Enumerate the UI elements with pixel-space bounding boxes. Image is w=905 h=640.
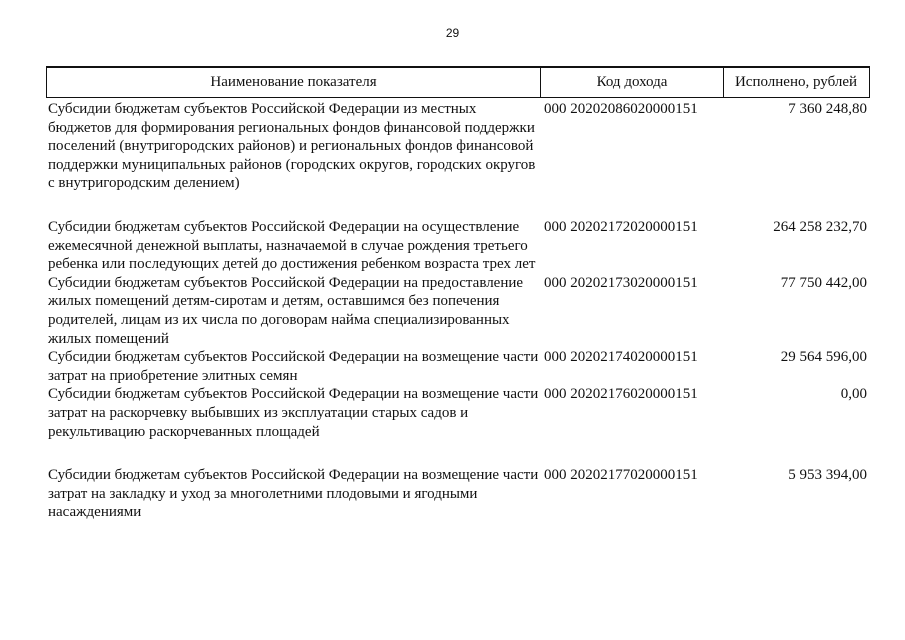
row-amount: 7 360 248,80 [788, 101, 867, 117]
table-row [46, 348, 870, 385]
row-name: Субсидии бюджетам субъектов Российской Федерации на возмещение части затрат на раскорчевку выбывших из эксплуатации старых садов и рекультивацию раскорчеванных площадей [48, 386, 539, 440]
row-amount: 0,00 [840, 386, 867, 403]
revenue-table [46, 66, 870, 522]
row-code: 000 20202173020000151 [544, 274, 698, 291]
header-amount: Исполнено, рублей [734, 74, 858, 90]
row-code: 000 20202177020000151 [544, 467, 698, 484]
row-name: Субсидии бюджетам субъектов Российской Федерации из местных бюджетов для формирования региональных фондов финансовой поддержки поселений (внутригородских районов) и региональных фондов финансовой поддержки муниципальных районов (городских округов, городских округов с внутригородским делением) [48, 101, 536, 192]
row-code: 000 20202086020000151 [544, 101, 698, 117]
table-row [46, 274, 870, 348]
row-amount: 5 953 394,00 [788, 467, 867, 484]
table-row [46, 218, 870, 274]
row-code: 000 20202172020000151 [544, 218, 698, 235]
row-code: 000 20202174020000151 [544, 349, 698, 366]
row-code: 000 20202176020000151 [544, 386, 698, 403]
row-name: Субсидии бюджетам субъектов Российской Федерации на возмещение части затрат на закладку и уход за многолетними плодовыми и ягодными насаждениями [48, 467, 539, 521]
page-number: 29 [445, 26, 460, 40]
row-amount: 264 258 232,70 [773, 218, 867, 235]
header-code: Код дохода [541, 68, 724, 97]
header-name: Наименование показателя [47, 68, 541, 97]
row-name: Субсидии бюджетам субъектов Российской Федерации на предоставление жилых помещений детям-сиротам и детям, оставшимся без попечения родителей, лицам из их числа по договорам найма специализированных жилых помещений [48, 274, 524, 347]
table-row [46, 466, 870, 522]
row-name: Субсидии бюджетам субъектов Российской Федерации на осуществление ежемесячной денежной выплаты, назначаемой в случае рождения третьего ребенка или последующих детей до достижения ребенком возраста трех лет [48, 218, 536, 273]
row-amount: 77 750 442,00 [780, 274, 867, 291]
table-header [46, 66, 870, 98]
row-amount: 29 564 596,00 [780, 349, 867, 366]
table-row [46, 100, 870, 193]
row-name: Субсидии бюджетам субъектов Российской Федерации на возмещение части затрат на приобретение элитных семян [48, 349, 539, 384]
table-row [46, 385, 870, 441]
